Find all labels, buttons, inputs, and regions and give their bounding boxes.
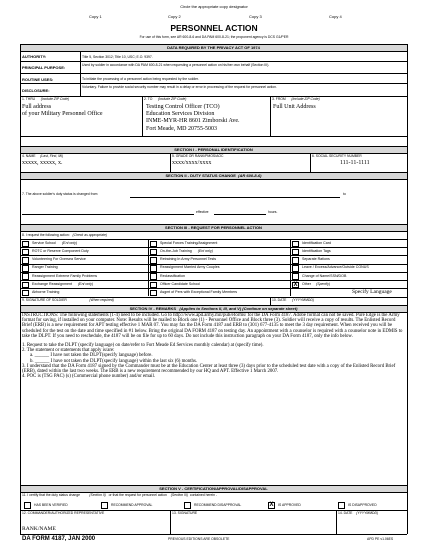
other-specify-note: (Specify) bbox=[316, 281, 331, 286]
is-disapproved-label: IS DISAPPROVED bbox=[348, 503, 377, 507]
ssn-label: 6. SOCIAL SECURITY NUMBER bbox=[312, 154, 362, 158]
option-note: (Enl only) bbox=[197, 249, 213, 253]
rank-name-field[interactable]: RANK/NAME bbox=[22, 526, 56, 532]
option-text: Special Forces Training/Assignment bbox=[160, 240, 218, 245]
option-checkbox-1-1[interactable] bbox=[150, 249, 157, 256]
from-label: 3. FROM (Include ZIP Code) bbox=[272, 97, 320, 101]
authority-text: Title 5, Section 3012; Title 10, USC; E.O. 9397. bbox=[82, 55, 153, 59]
section4-heading: SECTION IV - REMARKS (Applies to Sections II, III, and V) (Continue on separate sheet) bbox=[20, 305, 407, 313]
option-text: Airborne Training bbox=[32, 290, 60, 294]
option-checkbox-5-0[interactable] bbox=[22, 282, 29, 289]
soldier-date-label: 10. DATE (YYYYMMDD) bbox=[272, 298, 314, 302]
option-checkbox-3-2[interactable] bbox=[292, 265, 299, 272]
option-text: Reclassification bbox=[160, 273, 185, 278]
remarks-item-2b: b. ______ I have not taken the DLPT(specify language) within the last six (6) months. bbox=[30, 358, 198, 364]
option-label-1-2 bbox=[302, 248, 405, 254]
option-checkbox-6-0[interactable] bbox=[22, 290, 29, 297]
from-address[interactable] bbox=[273, 104, 316, 111]
is-approved-checkbox[interactable]: X bbox=[269, 502, 274, 508]
ssn-field[interactable]: 111-11-1111 bbox=[340, 160, 370, 166]
option-checkbox-4-0[interactable] bbox=[22, 273, 29, 280]
option-label-4-0 bbox=[32, 273, 146, 279]
option-checkbox-2-2[interactable] bbox=[292, 257, 299, 264]
remarks-item-2: 2. The statement or statements that apply is/are: bbox=[22, 348, 115, 354]
to-line-1: Testing Control Officer (TCO) bbox=[146, 104, 220, 110]
copy-1[interactable]: Copy 1 bbox=[89, 14, 102, 19]
option-checkbox-2-1[interactable] bbox=[150, 257, 157, 264]
disclosure-text: Voluntary. Failure to provide social security number may result in a delay or error in processing of the request for personnel action. bbox=[82, 85, 277, 89]
remarks-body[interactable] bbox=[22, 313, 405, 379]
option-text: On-the-Job Training bbox=[160, 249, 192, 253]
option-label-6-0 bbox=[32, 289, 146, 295]
section3-heading: SECTION III - REQUEST FOR PERSONNEL ACTION bbox=[20, 224, 407, 232]
recommend-approval-checkbox[interactable] bbox=[101, 502, 108, 509]
hours-label: hours. bbox=[268, 210, 278, 214]
routine-label: ROUTINE USES: bbox=[22, 77, 54, 82]
option-label-2-1 bbox=[160, 256, 288, 262]
copy-4[interactable]: Copy 4 bbox=[329, 14, 342, 19]
to-address[interactable] bbox=[146, 104, 240, 133]
to-line-2: Education Services Division bbox=[146, 111, 215, 118]
form-number: DA FORM 4187, JAN 2000 bbox=[22, 536, 96, 542]
name-label: 4. NAME (Last, First, MI) bbox=[22, 154, 64, 158]
option-label-3-2 bbox=[302, 264, 405, 270]
option-checkbox-6-1[interactable] bbox=[150, 290, 157, 297]
certify-line: 11. I certify that the duty status change (Section II) or that the request for personnel action (Section III) contained herein - bbox=[22, 493, 218, 497]
option-note: (Enl only) bbox=[61, 240, 78, 245]
option-label-0-1 bbox=[160, 240, 288, 246]
option-label-2-2 bbox=[302, 256, 405, 262]
effective-label: effective bbox=[196, 210, 209, 214]
option-text: Volunteering For Oversea Service bbox=[32, 257, 86, 262]
to-line-4: Fort Meade, MD 20755-5003 bbox=[146, 125, 217, 132]
thru-address[interactable] bbox=[22, 104, 103, 118]
option-label-5-2 bbox=[302, 281, 405, 287]
option-checkbox-5-2[interactable]: X bbox=[293, 281, 298, 288]
option-label-4-1 bbox=[160, 273, 288, 279]
remarks-item-3: 3. I understand that the DA Form 4187 signed by the Commander must be at the Education Center at least three (3) days prior to the scheduled test date with a copy of the Enlisted Record Brief (ERB), dated within the last two weeks. The ERB is a new requirement recommended by our HQ and APT. Effective 1 March 2007. bbox=[22, 363, 396, 375]
remarks-instructions: INSTRUCTIONS: The following statements (1-4) need to be included. Go to http://www.apd.army.mil/pub/eforms/ for the DA Form 4187. Adobe format can not be saved. Pure Edge is the Army format for saving, if installed on your computer. Note: Results will be mailed to Block one (1) - Personnel Office and Block three (3). Soldier will receive a copy of results. The Enlisted Record Brief (ERB) is a new requirement for APT testing effective 1 MAR 07. You may fax the DA Form 4187 and ERB to (301) 677-4135 to meet the 3 day requirement. When received you will be scheduled for the test on the date and time specified in #1 below. Bring the original DA FORM 4187 on testing day. An appointment with a counselor is required with a counselor note in EDMIS to take the DLPT. If you need to reschedule, the 4187 will be on file for up to 60 days. Do not include this instruction paragraph on your DA Form 4187, only the info below. bbox=[22, 313, 403, 339]
copy-2[interactable]: Copy 2 bbox=[168, 14, 181, 19]
grid-col-line bbox=[148, 239, 149, 296]
option-text: Ranger Training bbox=[32, 265, 58, 270]
option-checkbox-3-0[interactable] bbox=[22, 265, 29, 272]
request-label: 8. I request the following action: (Check as appropriate) bbox=[22, 233, 108, 237]
section1-heading: SECTION I - PERSONAL IDENTIFICATION bbox=[20, 146, 407, 154]
commander-label: 12. COMMANDER/AUTHORIZED REPRESENTATIVE bbox=[22, 511, 105, 515]
routine-text: To initiate the processing of a personnel action being requested by the soldier. bbox=[82, 77, 199, 81]
option-text: Asgmt of Pers with Exceptional Family Members bbox=[160, 290, 238, 294]
option-label-3-0 bbox=[32, 264, 146, 270]
disclosure-label: DISCLOSURE: bbox=[22, 88, 50, 93]
option-checkbox-0-0[interactable] bbox=[22, 241, 29, 248]
section2-heading: SECTION II - DUTY STATUS CHANGE (AR 600-8-6) bbox=[20, 172, 407, 180]
option-checkbox-5-1[interactable] bbox=[150, 282, 157, 289]
section5-heading: SECTION V - CERTIFICATION/APPROVAL/DISAPPROVAL bbox=[20, 485, 407, 493]
option-label-0-2 bbox=[302, 240, 405, 246]
option-text: Identification Card bbox=[302, 240, 331, 245]
option-text: Retraining In Army Personnel Tests bbox=[160, 257, 217, 262]
option-checkbox-1-2[interactable] bbox=[292, 249, 299, 256]
request-options-grid bbox=[20, 239, 407, 297]
option-text: Change of Name/SSN/DOB bbox=[302, 273, 347, 278]
grade-field[interactable]: xxxx/xxxx/xxxx bbox=[172, 160, 212, 166]
purpose-text: Used by soldier in accordance with DA PAM 600-8-21 when requesting a personnel action on his/her own behalf (Section III). bbox=[82, 63, 270, 67]
is-disapproved-checkbox[interactable] bbox=[338, 502, 345, 509]
option-text: Other bbox=[302, 281, 311, 286]
recommend-approval-label: RECOMMEND APPROVAL bbox=[111, 503, 153, 507]
remarks-item-4: 4. POC is (TSG PAC) (s) (Commercial phone number) and/or email. bbox=[22, 374, 156, 380]
privacy-heading: DATA REQUIRED BY THE PRIVACY ACT OF 1974 bbox=[20, 44, 407, 52]
obsolete-note: PREVIOUS EDITIONS ARE OBSOLETE bbox=[168, 537, 230, 541]
purpose-label: PRINCIPAL PURPOSE: bbox=[22, 65, 66, 70]
is-approved-label: IS APPROVED bbox=[278, 503, 301, 507]
thru-line-1: Full address bbox=[22, 104, 52, 110]
commander-signature-label: 13. SIGNATURE bbox=[172, 511, 198, 515]
option-text: Reassignment Married Army Couples bbox=[160, 265, 220, 270]
form-subtitle: For use of this form, see AR 600-8-6 and DA PAM 600-8-21; the proponent agency is DCS G1/PER bbox=[139, 35, 289, 39]
option-text: Separate Rations bbox=[302, 257, 330, 262]
from-line-1: Full Unit Address bbox=[273, 104, 316, 110]
option-note: (Enl only) bbox=[77, 281, 94, 286]
option-checkbox-1-0[interactable] bbox=[22, 249, 29, 256]
option-label-6-1 bbox=[160, 289, 288, 295]
option-checkbox-2-0[interactable] bbox=[22, 257, 29, 264]
copy-designator-note: Circle the appropriate copy designator bbox=[180, 4, 248, 9]
option-text: Service School bbox=[32, 240, 56, 245]
option-text: Exchange Reassignment bbox=[32, 281, 72, 286]
to-label: 2. TO (Include ZIP Code) bbox=[144, 97, 187, 101]
form-title: PERSONNEL ACTION bbox=[170, 23, 258, 33]
name-field[interactable]: xxxxx, xxxxx, x. bbox=[22, 160, 63, 166]
option-label-3-1 bbox=[160, 264, 288, 270]
option-text: Reassignment Extreme Family Problems bbox=[32, 273, 98, 278]
option-label-2-0 bbox=[32, 256, 146, 262]
option-text: Officer Candidate School bbox=[160, 281, 200, 286]
grade-label: 5. GRADE OR RANK/PMOS/AOC bbox=[172, 154, 224, 158]
duty-status-to: to bbox=[343, 192, 346, 196]
version-note: APD PE v1.06ES bbox=[367, 537, 394, 541]
authority-label: AUTHORITY: bbox=[22, 54, 47, 59]
option-label-5-0 bbox=[32, 281, 146, 287]
option-checkbox-0-1[interactable] bbox=[150, 241, 157, 248]
duty-status-line: 7. The above soldier's duty status is changed from bbox=[22, 192, 98, 196]
grid-col-line bbox=[290, 239, 291, 296]
thru-line-2: of your Military Personnel Office bbox=[22, 111, 103, 118]
option-checkbox-4-1[interactable] bbox=[150, 273, 157, 280]
to-line-3: INME-MYR-HR 8601 Zimborski Ave. bbox=[146, 118, 240, 125]
recommend-disapproval-checkbox[interactable] bbox=[184, 502, 191, 509]
soldier-signature-label: 9. SIGNATURE OF SOLDIER (When required) bbox=[22, 298, 114, 302]
has-been-verified-label: HAS BEEN VERIFIED bbox=[34, 503, 68, 507]
recommend-disapproval-label: RECOMMEND DISAPPROVAL bbox=[194, 503, 242, 507]
has-been-verified-checkbox[interactable] bbox=[24, 502, 31, 509]
option-label-5-1 bbox=[160, 281, 288, 287]
option-label-4-2 bbox=[302, 273, 405, 279]
option-text: ROTC or Reserve Component Duty bbox=[32, 249, 89, 253]
option-label-0-0 bbox=[32, 240, 146, 246]
remarks-item-1: 1. Request to take the DLPT (specify language) on date/refer to Fort Meade Ed Services monthly calendar) at (specify time). bbox=[22, 343, 264, 349]
option-label-1-0 bbox=[32, 248, 146, 254]
option-checkbox-0-2[interactable] bbox=[292, 241, 299, 248]
commander-date-label: 14. DATE (YYYYMMDD) bbox=[338, 511, 379, 515]
thru-label: 1. THRU (Include ZIP Code) bbox=[22, 97, 70, 101]
option-text: Identification Tags bbox=[302, 249, 331, 253]
option-text: Leave / Excess/Advance/Outside CONUS bbox=[302, 265, 369, 270]
option-label-1-1 bbox=[160, 248, 288, 254]
option-checkbox-4-2[interactable] bbox=[292, 273, 299, 280]
option-checkbox-3-1[interactable] bbox=[150, 265, 157, 272]
copy-3[interactable]: Copy 3 bbox=[249, 14, 262, 19]
specify-language[interactable]: Specify Language bbox=[352, 289, 392, 295]
remarks-item-2a: a. ______ I have not taken the DLPT(specify language) before. bbox=[30, 353, 153, 359]
